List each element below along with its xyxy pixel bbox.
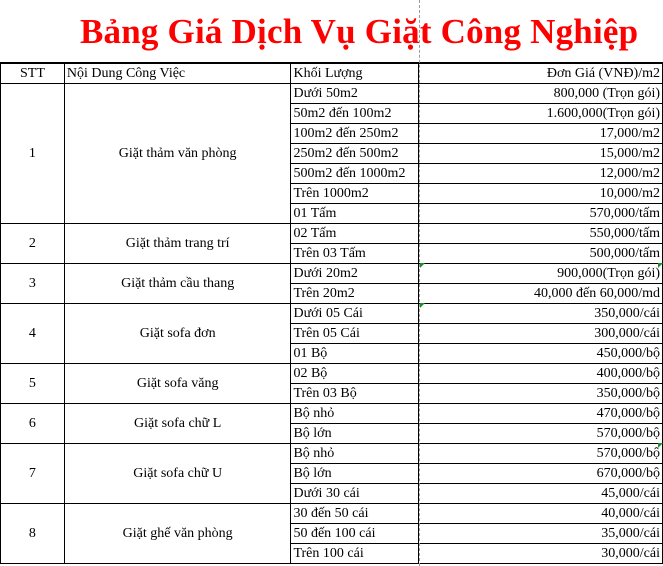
- price-cell[interactable]: 35,000/cái: [419, 524, 663, 544]
- quantity-cell[interactable]: Dưới 20m2: [291, 264, 419, 284]
- job-cell[interactable]: Giặt thảm trang trí: [64, 224, 291, 264]
- quantity-cell[interactable]: Bộ lớn: [291, 424, 419, 444]
- quantity-cell[interactable]: 02 Bộ: [291, 364, 419, 384]
- stt-cell[interactable]: 6: [1, 404, 65, 444]
- table-row: [1, 224, 663, 244]
- table-row: [1, 304, 663, 324]
- price-cell[interactable]: 300,000/cái: [419, 324, 663, 344]
- table-row: [1, 404, 663, 424]
- header-price[interactable]: Đơn Giá (VNĐ)/m2: [419, 64, 663, 84]
- quantity-cell[interactable]: Dưới 30 cái: [291, 484, 419, 504]
- quantity-cell[interactable]: 250m2 đến 500m2: [291, 144, 419, 164]
- price-cell[interactable]: 12,000/m2: [419, 164, 663, 184]
- header-qty[interactable]: Khối Lượng: [291, 64, 419, 84]
- quantity-cell[interactable]: Trên 1000m2: [291, 184, 419, 204]
- job-cell[interactable]: Giặt thảm văn phòng: [64, 84, 291, 224]
- quantity-cell[interactable]: 50m2 đến 100m2: [291, 104, 419, 124]
- quantity-cell[interactable]: Bộ nhỏ: [291, 444, 419, 464]
- price-cell[interactable]: 800,000 (Trọn gói): [419, 84, 663, 104]
- stt-cell[interactable]: 5: [1, 364, 65, 404]
- price-cell[interactable]: 450,000/bộ: [419, 344, 663, 364]
- table-row: [1, 84, 663, 104]
- price-cell[interactable]: 570,000/tấm: [419, 204, 663, 224]
- quantity-cell[interactable]: Trên 05 Cái: [291, 324, 419, 344]
- table-row: [1, 504, 663, 524]
- stt-cell[interactable]: 7: [1, 444, 65, 504]
- price-cell[interactable]: 670,000/bộ: [419, 464, 663, 484]
- table-row: [1, 264, 663, 284]
- price-cell[interactable]: 40,000 đến 60,000/md: [419, 284, 663, 304]
- price-cell[interactable]: 17,000/m2: [419, 124, 663, 144]
- quantity-cell[interactable]: 30 đến 50 cái: [291, 504, 419, 524]
- header-row: [1, 64, 663, 84]
- cell-comment-marker: [658, 263, 663, 268]
- price-cell[interactable]: 900,000(Trọn gói): [419, 264, 663, 284]
- job-cell[interactable]: Giặt sofa văng: [64, 364, 291, 404]
- quantity-cell[interactable]: Dưới 50m2: [291, 84, 419, 104]
- price-cell[interactable]: 40,000/cái: [419, 504, 663, 524]
- quantity-cell[interactable]: 500m2 đến 1000m2: [291, 164, 419, 184]
- job-cell[interactable]: Giặt sofa đơn: [64, 304, 291, 364]
- table-row: [1, 364, 663, 384]
- stt-cell[interactable]: 2: [1, 224, 65, 264]
- job-cell[interactable]: Giặt ghế văn phòng: [64, 504, 291, 564]
- price-table: [0, 63, 663, 564]
- price-cell[interactable]: 400,000/bộ: [419, 364, 663, 384]
- price-cell[interactable]: 570,000/bộ: [419, 424, 663, 444]
- header-stt[interactable]: STT: [1, 64, 65, 84]
- quantity-cell[interactable]: Trên 03 Bộ: [291, 384, 419, 404]
- job-cell[interactable]: Giặt thảm cầu thang: [64, 264, 291, 304]
- stt-cell[interactable]: 3: [1, 264, 65, 304]
- quantity-cell[interactable]: Trên 20m2: [291, 284, 419, 304]
- price-cell[interactable]: 10,000/m2: [419, 184, 663, 204]
- header-job[interactable]: Nội Dung Công Việc: [64, 64, 291, 84]
- price-cell[interactable]: 30,000/cái: [419, 544, 663, 564]
- price-cell[interactable]: 45,000/cái: [419, 484, 663, 504]
- quantity-cell[interactable]: 50 đến 100 cái: [291, 524, 419, 544]
- page-break-line: [419, 0, 420, 566]
- cell-comment-marker: [420, 263, 425, 268]
- stt-cell[interactable]: 4: [1, 304, 65, 364]
- job-cell[interactable]: Giặt sofa chữ U: [64, 444, 291, 504]
- cell-comment-marker: [420, 303, 425, 308]
- quantity-cell[interactable]: 01 Bộ: [291, 344, 419, 364]
- quantity-cell[interactable]: Bộ nhỏ: [291, 404, 419, 424]
- price-cell[interactable]: 350,000/bộ: [419, 384, 663, 404]
- quantity-cell[interactable]: Trên 03 Tấm: [291, 244, 419, 264]
- price-cell[interactable]: 550,000/tấm: [419, 224, 663, 244]
- price-cell[interactable]: 570,000/bộ: [419, 444, 663, 464]
- price-cell[interactable]: 350,000/cái: [419, 304, 663, 324]
- quantity-cell[interactable]: Dưới 05 Cái: [291, 304, 419, 324]
- price-cell[interactable]: 15,000/m2: [419, 144, 663, 164]
- title-row: [0, 0, 663, 63]
- stt-cell[interactable]: 1: [1, 84, 65, 224]
- quantity-cell[interactable]: 100m2 đến 250m2: [291, 124, 419, 144]
- quantity-cell[interactable]: Trên 100 cái: [291, 544, 419, 564]
- table-row: [1, 444, 663, 464]
- quantity-cell[interactable]: 02 Tấm: [291, 224, 419, 244]
- quantity-cell[interactable]: 01 Tấm: [291, 204, 419, 224]
- cell-comment-marker: [658, 443, 663, 448]
- sheet-title: Bảng Giá Dịch Vụ Giặt Công Nghiệp: [80, 12, 639, 51]
- quantity-cell[interactable]: Bộ lớn: [291, 464, 419, 484]
- stt-cell[interactable]: 8: [1, 504, 65, 564]
- price-cell[interactable]: 500,000/tấm: [419, 244, 663, 264]
- price-cell[interactable]: 1.600,000(Trọn gói): [419, 104, 663, 124]
- price-cell[interactable]: 470,000/bộ: [419, 404, 663, 424]
- job-cell[interactable]: Giặt sofa chữ L: [64, 404, 291, 444]
